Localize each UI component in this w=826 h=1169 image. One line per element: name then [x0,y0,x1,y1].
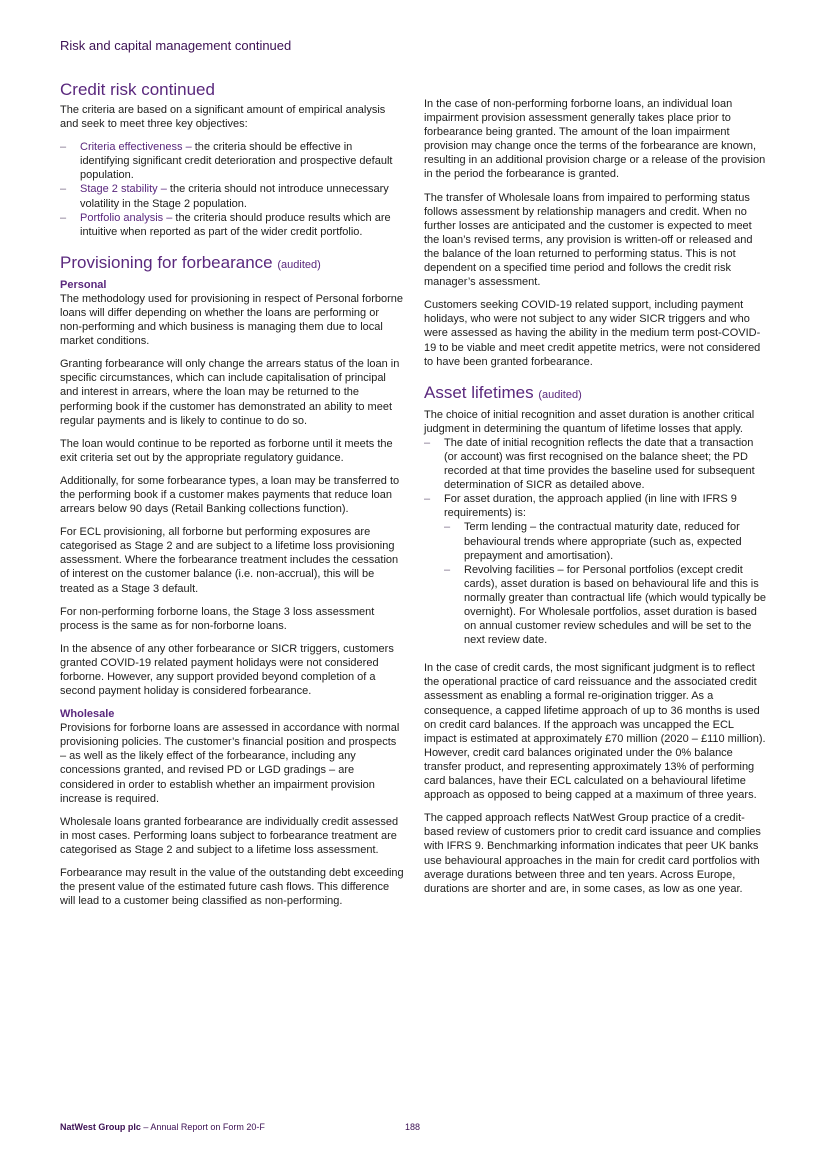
lifetime-point: – The date of initial recognition reflects the date that a transaction (or account) was first recognised on the balance sheet; the PD recorded at that time provides the baseline used for subsequent determination of SICR as detailed above. [424,436,768,492]
body-paragraph: The transfer of Wholesale loans from impaired to performing status follows assessment by relationship managers and credit. When no further losses are anticipated and the customer is expected to meet the loan’s revised terms, any provision is written-off or released and the balance of the loan returned to performing status. This is not dependent on a specified time period and follows the credit risk manager’s assessment. [424,191,753,289]
page-number: 188 [405,1122,421,1132]
body-paragraph: The loan would continue to be reported as forborne until it meets the exit criteria set out by the appropriate regulatory guidance. [60,437,393,464]
objective-term: Portfolio analysis – [80,211,173,224]
footer [60,1122,265,1132]
wholesale-subheading: Wholesale [60,708,115,721]
objective-text: the criteria should be effective in identifying significant credit deterioration and prospective default population. [80,141,393,182]
credit-intro-paragraph: The criteria are based on a significant amount of empirical analysis and seek to meet three key objectives: [60,104,386,131]
audited-tag: (audited) [538,388,582,401]
duration-point: – Revolving facilities – for Personal portfolios (except credit cards), asset duration is based on behavioural life and this is normally greater than contractual life (which would typically be overnight). For Wholesale portfolios, asset duration is based on annual customer review schedules and will be set to the next review date. [444,563,768,648]
body-paragraph: In the case of credit cards, the most significant judgment is to reflect the operational practice of card reissuance and the associated credit assessment as enabling a formal re-origination trigger. As a consequence, a capped lifetime approach of up to 36 months is used on credit card balances. If the approach was uncapped the ECL impact is estimated at approximately £70 million (2020 – £110 million). However, credit card balances originated under the 0% balance transfer product, and representing approximately 13% of performing card balances, have their ECL calculated on a behavioural lifetime approach as opposed to being capped at a maximum of three years. [424,662,766,802]
objective-text: the criteria should produce results which are intuitive when reported as part of the wider credit portfolio. [80,211,391,238]
body-paragraph: In the absence of any other forbearance or SICR triggers, customers granted COVID-19 related payment holidays were not considered forborne. However, any support provided beyond completion of a second payment holiday is considered forbearance. [60,642,394,698]
objective-text: the criteria should not introduce unnecessary volatility in the Stage 2 population. [80,183,389,210]
lifetime-points-list [424,436,768,647]
body-paragraph: Forbearance may result in the value of the outstanding debt exceeding the present value of the estimated future cash flows. This difference will lead to a customer being classified as non-performing. [60,867,404,908]
body-paragraph: For ECL provisioning, all forborne but performing exposures are categorised as Stage 2 and are subject to a lifetime loss provisioning assessment. Where the forbearance treatment includes the cessation of interest on the customer balance (i.e. non-accrual), this will be treated as a Stage 3 default. [60,526,399,595]
footer-report-title: Annual Report on Form 20-F [150,1122,265,1132]
body-paragraph: Wholesale loans granted forbearance are individually credit assessed in most cases. Performing loans subject to forbearance treatment are categorised as Stage 2 and subject to a lifetime loss assessment. [60,815,399,856]
body-paragraph: Customers seeking COVID-19 related support, including payment holidays, who were not subject to any wider SICR triggers and who were assessed as having the ability in the medium term post-COVID-19 to be viable and meet credit appetite metrics, were not considered to have been granted forbearance. [424,299,761,368]
asset-lifetimes-heading-text: Asset lifetimes [424,382,534,402]
body-paragraph: Additionally, for some forbearance types, a loan may be transferred to the performing book if a customer makes payments that reduce loan arrears below 90 days (Retail Banking collections function). [60,474,400,516]
forbearance-heading-text: Provisioning for forbearance [60,252,273,272]
credit-risk-heading: Credit risk continued [60,80,215,99]
audited-tag: (audited) [277,258,321,271]
body-paragraph: In the case of non-performing forborne loans, an individual loan impairment provision assessment generally takes place prior to forbearance being granted. The amount of the loan impairment provision may change once the terms of the forbearance are known, resulting in an additional provision charge or a release of the provision in the period the forbearance is granted. [424,98,766,181]
personal-subheading: Personal [60,278,107,291]
objective-term: Criteria effectiveness – [80,141,192,154]
duration-point: – Term lending – the contractual maturity date, reduced for behavioural trends where appropriate (such as, expected prepayment and amortisation). [444,520,768,562]
right-column [424,97,768,905]
footer-separator: – [140,1122,151,1132]
objective-item [60,211,404,239]
lifetime-point-text: For asset duration, the approach applied (in line with IFRS 9 requirements) is: [444,493,737,520]
asset-lifetimes-heading [424,383,768,405]
running-header: Risk and capital management continued [60,38,292,53]
objective-term: Stage 2 stability – [80,183,167,196]
objectives-list [60,140,404,239]
duration-points-list [444,520,768,647]
body-paragraph: Provisions for forborne loans are assessed in accordance with normal provisioning policies. The customer’s financial position and prospects – as well as the likely effect of the forbearance, including any concessions granted, and revised PD or LGD gradings – are considered in order to establish whether an impairment provision increase is required. [60,722,400,805]
left-column [60,80,404,908]
lifetimes-intro-paragraph: The choice of initial recognition and asset duration is another critical judgment in determining the quantum of lifetime losses that apply. [424,408,755,435]
body-paragraph: For non-performing forborne loans, the Stage 3 loss assessment process is the same as for non-forborne loans. [60,605,375,632]
body-paragraph: The methodology used for provisioning in respect of Personal forborne loans will differ depending on whether the loans are performing or non-performing and which business is managing them due to local market conditions. [60,292,404,348]
body-paragraph: The capped approach reflects NatWest Group practice of a credit-based review of customers prior to credit card issuance and complies with IFRS 9. Benchmarking information indicates that peer UK banks use behavioural approaches in the main for credit card portfolios with average durations between three and ten years. Across Europe, durations are shorter and are, in some cases, as low as one year. [424,812,761,895]
body-paragraph: Granting forbearance will only change the arrears status of the loan in specific circumstances, which can include capitalisation of principal and interest in arrears, where the loan may be returned to the performing book if the customer has demonstrated an ability to meet regular payments and is likely to continue to do so. [60,358,400,427]
lifetime-point [424,492,768,647]
objective-item [60,140,404,182]
footer-brand: NatWest Group plc [60,1122,141,1132]
forbearance-heading [60,253,404,275]
objective-item [60,182,404,210]
